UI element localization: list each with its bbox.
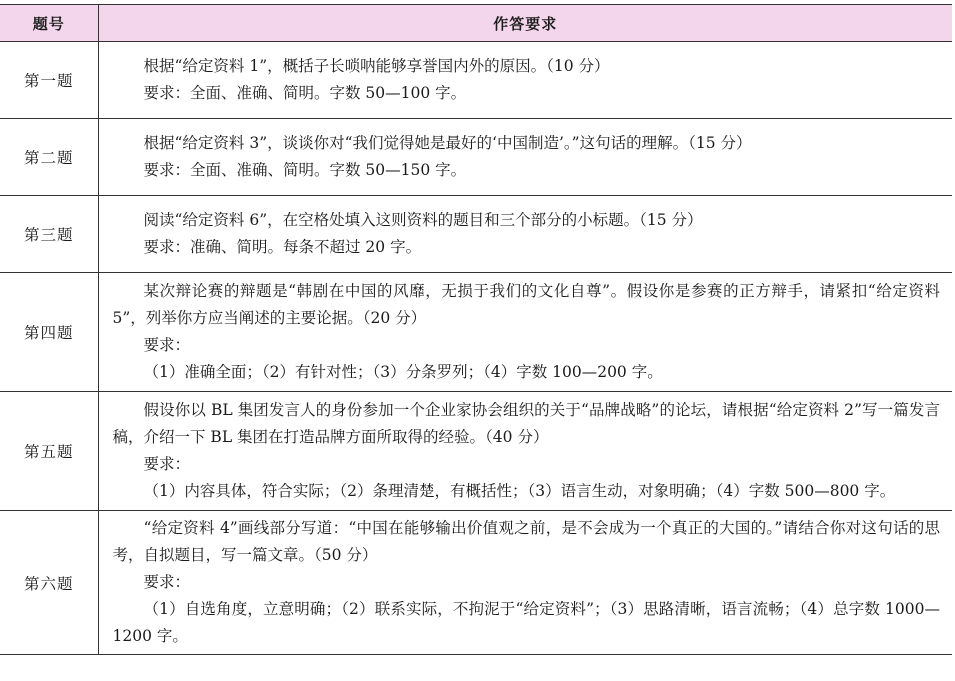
requirement-label: 要求：	[143, 455, 191, 473]
requirement-items: （1）内容具体，符合实际；（2）条理清楚，有概括性；（3）语言生动，对象明确；（4）字数 500—800 字。	[143, 482, 896, 500]
requirement-text: 要求：准确、简明。每条不超过 20 字。	[143, 238, 422, 256]
header-answer-requirements: 作答要求	[98, 5, 952, 42]
question-body	[98, 273, 952, 392]
requirement-text: 要求：全面、准确、简明。字数 50—150 字。	[143, 161, 467, 179]
question-body	[98, 511, 952, 655]
question-number: 第二题	[0, 119, 98, 196]
question-table	[0, 4, 952, 655]
question-number: 第四题	[0, 273, 98, 392]
requirement-label: 要求：	[143, 336, 191, 354]
question-number: 第三题	[0, 196, 98, 273]
question-text: 某次辩论赛的辩题是“韩剧在中国的风靡，无损于我们的文化自尊”。假设你是参赛的正方辩手，请紧扣“给定资料 5”，列举你方应当阐述的主要论据。（20 分）	[112, 282, 940, 327]
table-row	[0, 511, 952, 655]
question-body	[98, 119, 952, 196]
question-text: “给定资料 4”画线部分写道：“中国在能够输出价值观之前，是不会成为一个真正的大国的。”请结合你对这句话的思考，自拟题目，写一篇文章。（50 分）	[112, 519, 940, 564]
question-body	[98, 392, 952, 511]
table-header-row	[0, 5, 952, 42]
question-number: 第六题	[0, 511, 98, 655]
question-text: 根据“给定资料 3”，谈谈你对“我们觉得她是最好的‘中国制造’。”这句话的理解。（15 分）	[143, 134, 752, 152]
requirement-items: （1）准确全面；（2）有针对性；（3）分条罗列；（4）字数 100—200 字。	[143, 363, 663, 381]
question-number: 第五题	[0, 392, 98, 511]
table-row	[0, 42, 952, 119]
requirement-items: （1）自选角度，立意明确；（2）联系实际，不拘泥于“给定资料”；（3）思路清晰，语言流畅；（4）总字数 1000—1200 字。	[112, 600, 940, 645]
question-text: 假设你以 BL 集团发言人的身份参加一个企业家协会组织的关于“品牌战略”的论坛，请根据“给定资料 2”写一篇发言稿，介绍一下 BL 集团在打造品牌方面所取得的经验。（40 分）	[112, 401, 940, 446]
table-row	[0, 196, 952, 273]
question-number: 第一题	[0, 42, 98, 119]
header-question-number: 题号	[0, 5, 98, 42]
requirement-label: 要求：	[143, 573, 191, 591]
table-row	[0, 273, 952, 392]
question-text: 根据“给定资料 1”，概括子长唢呐能够享誉国内外的原因。（10 分）	[143, 57, 610, 75]
question-body	[98, 196, 952, 273]
requirement-text: 要求：全面、准确、简明。字数 50—100 字。	[143, 84, 467, 102]
question-body	[98, 42, 952, 119]
table-row	[0, 392, 952, 511]
question-text: 阅读“给定资料 6”，在空格处填入这则资料的题目和三个部分的小标题。（15 分）	[143, 211, 703, 229]
table-row	[0, 119, 952, 196]
